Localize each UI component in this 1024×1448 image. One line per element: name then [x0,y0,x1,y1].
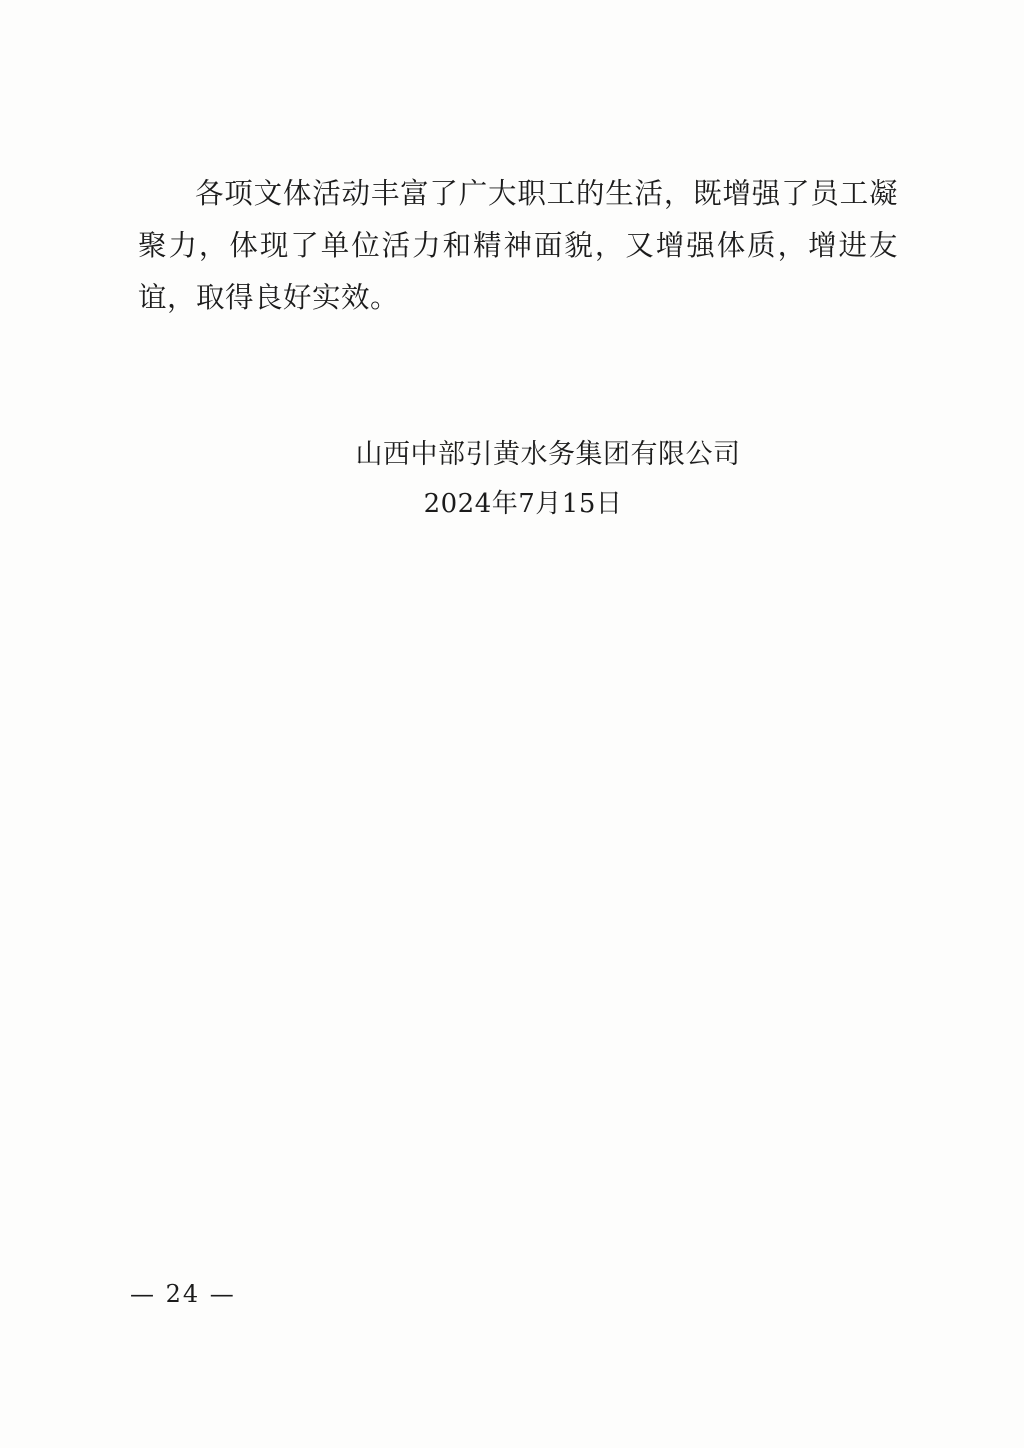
body-paragraph: 各项文体活动丰富了广大职工的生活，既增强了员工凝聚力，体现了单位活力和精神面貌，又增强体质，增进友谊，取得良好实效。 [138,177,898,314]
page-number: — 24 — [130,1280,236,1308]
signature-organization: 山西中部引黄水务集团有限公司 [355,439,741,470]
signature-block [138,430,898,528]
signature-date: 2024年7月15日 [423,489,623,519]
document-body [138,168,898,324]
